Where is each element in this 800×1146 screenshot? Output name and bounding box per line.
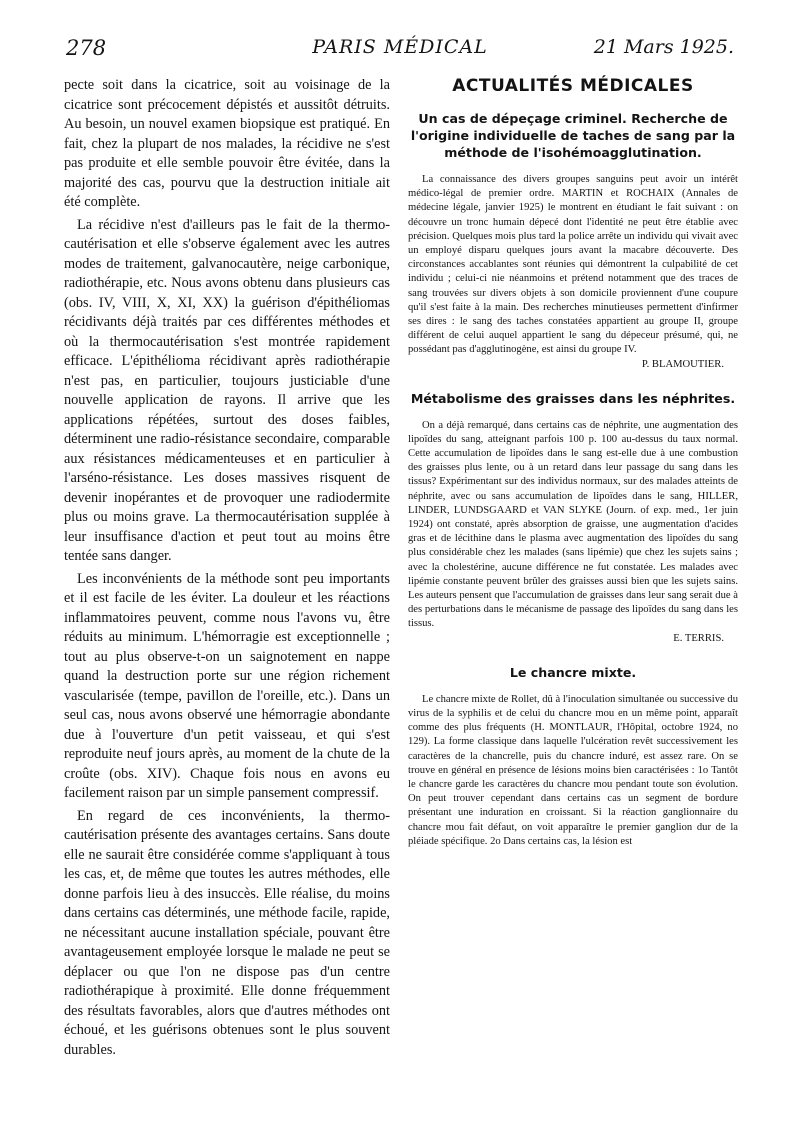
left-paragraph-1: pecte soit dans la cicatrice, soit au voisinage de la cicatrice sont précocement dépistés et aussitôt détruits. Au besoin, un nouvel examen biopsique est pratiqué. En fait, chez la plupart de nos malades, la récidive ne s'est pas produite et elle semble pouvoir être évitée, dans la majorité des cas, pourvu que la destruction initiale ait été complète. <box>64 77 390 210</box>
left-paragraph-3: Les inconvénients de la méthode sont peu importants et il est facile de les éviter. La douleur et les réactions inflammatoires peuvent, comme nous l'avons vu, être réduits au minimum. L'hémorragie est exceptionnelle ; tout au plus observe-t-on un saignotement en nappe quand la destruction porte sur une région richement vascularisée (tempe, pavillon de l'oreille, etc.). Dans un seul cas, nous avons observé une hémorragie abondante due à l'ouverture d'un petit vaisseau, et qui s'est reproduite neuf jours après, au moment de la chute de la croûte (obs. XIV). Chaque fois nous en avons eu facilement raison par un simple pansement compressif. <box>64 570 390 801</box>
article-1-body: La connaissance des divers groupes sanguins peut avoir un intérêt médico-légal de premier ordre. MARTIN et ROCHAIX (Annales de médecine légale, janvier 1925) le montrent en étudiant le fait suivant : on découvre un tronc humain dépecé dont l'identité ne peut être établie avec précision. Quelques mois plus tard la police arrête un individu qui vivait avec un employé disparu quelques jours avant la macabre découverte. Des circonstances accablantes sont réunies qui démontrent la culpabilité de cet individu ; celui-ci nie néanmoins et prétend notamment que des traces de sang trouvées sur divers objets à son domicile proviennent d'une coupure qu'il s'est faite à la main. Des recherches minutieuses permettent d'infirmer ses dires : le sang des taches constatées appartient au groupe II, groupe différent de celui auquel appartient le sang du dépeceur présumé, qui, ne possédant pas d'agglutinogène, est ainsi du groupe IV. <box>408 174 738 356</box>
article-2-body: On a déjà remarqué, dans certains cas de néphrite, une augmentation des lipoïdes du sang, atteignant parfois 100 p. 100 au-dessus du taux normal. Cette accumulation de lipoïdes dans le sang est-elle due à une combustion des graisses plus lente, ou à un retard dans leur passage du sang dans les tissus? Expérimentant sur des individus normaux, sur des malades atteints de néphrite, avec ou sans accumulation de lipoïdes dans le sang, HILLER, LINDER, LUNDSGAARD et VAN SLYKE (Journ. of exp. med., 1er juin 1924) ont constaté, après absorption de graisse, une augmentation d'acides gras et de lécithine dans le plasma avec augmentation des lipoïdes du sang plus considérable chez les malades (sans lipémie) que chez les sujets sains ; avec la cholestérine, aucune différence ne fut constatée. Les malades avec lipémie constante peuvent brûler des graisses aussi bien que les sujets sains. Les auteurs pensent que l'accumulation de graisses dans leur sang serait due à des perturbations dans le mécanisme de passage des lipoïdes du sang dans les tissus. <box>408 419 738 630</box>
right-column <box>408 76 738 849</box>
page-number: 278 <box>66 36 107 60</box>
journal-title: PARIS MÉDICAL <box>312 36 488 58</box>
left-paragraph-4: En regard de ces inconvénients, la thermo-cautérisation présente des avantages certains. Sans doute elle ne saurait être considérée comme s'appliquant à tous les cas, et, de même que toutes les autres méthodes, elle donne parfois lieu à des insuccès. Elle réalise, du moins dans certains cas déterminés, une méthode facile, rapide, ne nécessitant aucune installation spéciale, pouvant être avantageusement employée lorsque le malade ne peut se déplacer ou que l'on ne dispose pas d'un centre radiothérapique à proximité. Elle donne fréquemment des résultats favorables, alors que d'autres méthodes ont échoué, et les guérisons obtenues sont le plus souvent durables. <box>64 807 390 1058</box>
article-2-signature: E. TERRIS. <box>673 632 724 644</box>
section-title: ACTUALITÉS MÉDICALES <box>452 76 694 96</box>
page-header <box>66 36 734 68</box>
article-3-body: Le chancre mixte de Rollet, dû à l'inoculation simultanée ou successive du virus de la syphilis et de celui du chancre mou en un même point, apparaît comme des plus fréquents (H. MONTLAUR, l'Hôpital, octobre 1924, no 129). La forme classique dans laquelle l'ulcération revêt successivement les caractères de la chancrelle, puis du chancre induré, est assez rare. On se trouve en général en présence de lésions moins bien caractérisées : 1o Tantôt le chancre garde les caractères du chancre mou pendant toute son évolution. On peut trouver cependant dans certains cas un segment de bordure présentant une induration en croissant. Si la réaction ganglionnaire du chancre mou fait défaut, on voit apparaître le premier ganglion dur de la pléiade spécifique. 2o Dans certains cas, la lésion est <box>408 693 738 847</box>
left-column <box>64 76 390 1063</box>
article-3-title: Le chancre mixte. <box>509 664 637 680</box>
article-1-signature: P. BLAMOUTIER. <box>641 358 724 370</box>
left-paragraph-2: La récidive n'est d'ailleurs pas le fait de la thermo-cautérisation et elle s'observe également avec les autres modes de traitement, galvanocautère, neige carbonique, radiothérapie, etc. Nous avons obtenu dans plusieurs cas (obs. IV, VIII, X, XI, XX) la guérison d'épithéliomas récidivants déjà traités par ces différentes méthodes et où la thermocautérisation s'est montrée rapidement efficace. L'épithélioma récidivant après radiothérapie n'est pas, en particulier, toujours justiciable d'une nouvelle application de rayons. Il arrive que les applications répétées, surtout des doses faibles, déterminent une radio-résistance secondaire, comparable aux résistances médicamenteuses et en particulier à l'arséno-résistance. Les doses massives risquent de devenir inopérantes et de provoquer une radiodermite plus ou moins grave. La thermocautérisation supplée à leur insuffisance d'action et peut tout au moins être tentée sans danger. <box>64 216 390 564</box>
article-1-title: Un cas de dépeçage criminel. Recherche de l'origine individuelle de taches de sang par la méthode de l'isohémoagglutination. <box>410 111 736 160</box>
issue-date: 21 Mars 1925. <box>593 36 734 58</box>
article-2-title: Métabolisme des graisses dans les néphrites. <box>410 390 736 406</box>
